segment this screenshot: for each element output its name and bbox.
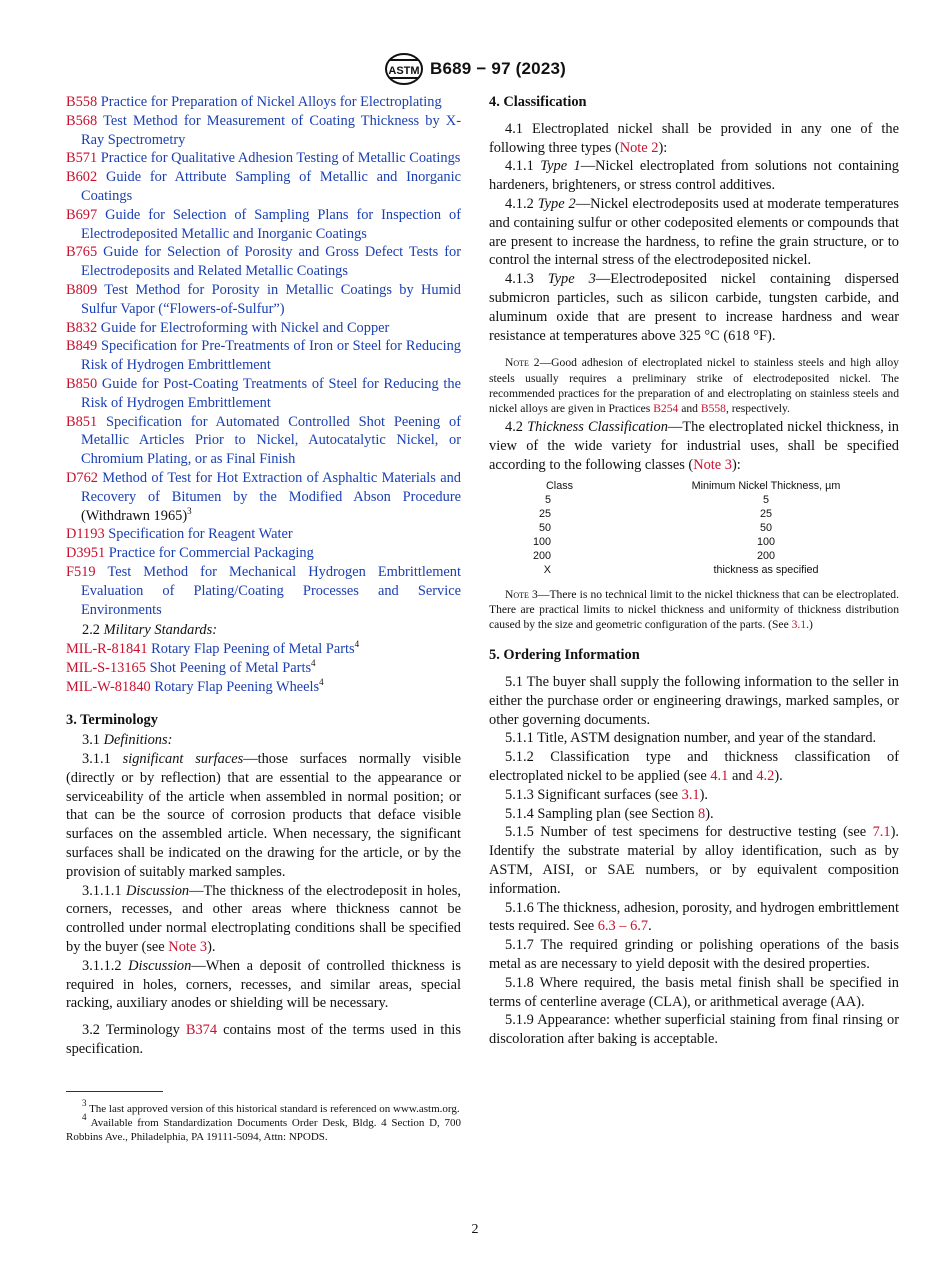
section-6-3-6-7-link[interactable]: 6.3 – 6.7 bbox=[597, 918, 649, 935]
military-reference-list bbox=[66, 640, 461, 696]
reference-item bbox=[66, 469, 461, 525]
reference-code-link[interactable]: B850 bbox=[66, 375, 98, 392]
reference-item bbox=[66, 112, 461, 150]
reference-item bbox=[66, 375, 461, 413]
reference-item bbox=[66, 243, 461, 281]
note-3-link[interactable]: Note 3 bbox=[693, 456, 732, 473]
thickness-cell: 5 bbox=[762, 493, 769, 506]
reference-item bbox=[66, 337, 461, 375]
column-header-class: Class bbox=[546, 479, 573, 492]
reference-code-link[interactable]: B558 bbox=[66, 94, 98, 110]
para-5-1-1: 5.1.1 Title, ASTM designation number, and year of the standard. bbox=[505, 730, 877, 747]
reference-code-link[interactable]: D1193 bbox=[66, 526, 105, 543]
reference-title-link[interactable]: Specification for Pre-Treatments of Iron or Steel for Reducing Risk of Hydrogen Embrittlement bbox=[81, 338, 461, 374]
footnote-4: $^4$ Available from Standardization Documents Order Desk, Bldg. 4 Section D, 700 Robbins Ave., Philadelphia, PA 19111-5094, Attn: NPODS. bbox=[66, 1111, 461, 1143]
note-2: Note 2—Good adhesion of electroplated nickel to stainless steels and high alloy steels usually requires a preliminary strike of electrodeposited nickel. The recommended practices for the preparation of and electroplating on stainless steels and nickel alloys are given in Practices B254 and B558, respectively. bbox=[489, 356, 899, 415]
reference-code-link[interactable]: B602 bbox=[66, 169, 98, 186]
para-5-1-5: 5.1.5 Number of test specimens for destructive testing (see 7.1). Identify the substrate material by alloy identification, such as by ASTM, AISI, or SAE numbers, or by equivalent composition information. bbox=[489, 824, 899, 897]
footnote-3: $^3$ The last approved version of this historical standard is referenced on www.astm.org. bbox=[82, 1097, 460, 1115]
para-3-1-1: 3.1.1 significant surfaces—those surfaces normally visible (directly or by reflection) that are essential to the appearance or serviceability of the article when assembled in normal position; or that can be the source of corrosion products that deface visible surfaces on the assembled article. When necessary, the significant surfaces shall be indicated on the drawing for the article, or by the provision of suitably marked samples. bbox=[66, 751, 461, 880]
military-reference-item bbox=[66, 640, 461, 659]
reference-item bbox=[66, 413, 461, 469]
reference-code-link[interactable]: D3951 bbox=[66, 545, 106, 562]
reference-title-link[interactable]: Guide for Electroforming with Nickel and Copper bbox=[100, 319, 390, 336]
table-row bbox=[521, 521, 871, 535]
reference-title-link[interactable]: Rotary Flap Peening Wheels bbox=[154, 678, 320, 695]
table-row bbox=[521, 549, 871, 563]
footnote-mark: 4 bbox=[354, 639, 360, 650]
thickness-cell: 100 bbox=[756, 535, 775, 548]
reference-code-link[interactable]: D762 bbox=[66, 469, 98, 486]
reference-title-link[interactable]: Practice for Qualitative Adhesion Testing of Metallic Coatings bbox=[100, 150, 461, 167]
reference-title-link[interactable]: Guide for Attribute Sampling of Metallic and Inorganic Coatings bbox=[81, 169, 461, 204]
para-5-1-8: 5.1.8 Where required, the basis metal finish shall be specified in terms of centerline average (CLA), or arithmetical average (AA). bbox=[489, 974, 899, 1010]
thickness-cell: 50 bbox=[759, 521, 772, 534]
reference-code-link[interactable]: MIL-S-13165 bbox=[66, 659, 146, 676]
para-3-1: 3.1 Definitions: bbox=[82, 732, 173, 749]
reference-item bbox=[66, 168, 461, 206]
b374-link[interactable]: B374 bbox=[185, 1022, 218, 1039]
class-cell: 200 bbox=[532, 549, 551, 562]
section-7-1-link[interactable]: 7.1 bbox=[872, 824, 891, 841]
para-5-1-4: 5.1.4 Sampling plan (see Section 8). bbox=[505, 805, 714, 822]
astm-logo-icon bbox=[384, 52, 424, 86]
table-row bbox=[521, 563, 871, 577]
class-cell: 100 bbox=[532, 535, 551, 548]
reference-title-link[interactable]: Specification for Reagent Water bbox=[108, 526, 293, 543]
document-designation: B689 − 97 (2023) bbox=[430, 59, 566, 78]
para-5-1-6: 5.1.6 The thickness, adhesion, porosity, and hydrogen embrittlement tests required. See 6.3 – 6.7. bbox=[489, 899, 899, 935]
para-4-1-1: 4.1.1 Type 1—Nickel electroplated from solutions not containing hardeners, brighteners, or stress control additives. bbox=[489, 158, 899, 194]
thickness-class-table bbox=[521, 479, 871, 577]
section-3-1-link[interactable]: 3.1 bbox=[681, 786, 700, 803]
reference-title-link[interactable]: Test Method for Mechanical Hydrogen Embrittlement Evaluation of Plating/Coating Processes and Service Environments bbox=[81, 563, 461, 618]
reference-code-link[interactable]: B832 bbox=[66, 319, 98, 336]
section-5-heading: 5. Ordering Information bbox=[489, 647, 640, 664]
b558-link[interactable]: B558 bbox=[700, 401, 726, 415]
reference-item bbox=[66, 93, 461, 112]
reference-code-link[interactable]: B765 bbox=[66, 244, 98, 261]
thickness-cell: 200 bbox=[756, 549, 775, 562]
reference-title-link[interactable]: Practice for Preparation of Nickel Alloys for Electroplating bbox=[100, 94, 442, 110]
reference-list bbox=[66, 93, 461, 619]
reference-code-link[interactable]: B849 bbox=[66, 338, 98, 355]
table-header-row bbox=[521, 479, 871, 493]
reference-title-link[interactable]: Method of Test for Hot Extraction of Asphaltic Materials and Recovery of Bitumen by the Modified Abson Procedure bbox=[81, 469, 461, 505]
footnote-mark: 3 bbox=[187, 505, 192, 516]
reference-item bbox=[66, 563, 461, 619]
reference-item bbox=[66, 206, 461, 244]
section-3-heading: 3. Terminology bbox=[66, 711, 158, 728]
table-row bbox=[521, 493, 871, 507]
military-reference-item bbox=[66, 678, 461, 697]
reference-code-link[interactable]: B568 bbox=[66, 112, 98, 129]
military-standards-heading: 2.2 Military Standards: bbox=[82, 622, 217, 639]
para-5-1-7: 5.1.7 The required grinding or polishing operations of the basis metal as are necessary to yield deposit with the desired properties. bbox=[489, 937, 899, 972]
reference-title-link[interactable]: Guide for Selection of Porosity and Gross Defect Tests for Electrodeposits and Related Metallic Coatings bbox=[81, 244, 461, 280]
note-3: Note 3—There is no technical limit to the nickel thickness that can be electroplated. There are practical limits to nickel thickness and uniformity of thickness distribution caused by the size and geometric configuration of the parts. (See 3.1.) bbox=[489, 587, 899, 631]
para-3-1-1-2: 3.1.1.2 Discussion—When a deposit of controlled thickness is required in holes, corners, recesses, and similar areas, special racking, auxiliary anodes or shielding will be necessary. bbox=[66, 957, 461, 1012]
section-4-heading: 4. Classification bbox=[489, 94, 587, 110]
para-4-2: 4.2 Thickness Classification—The electroplated nickel thickness, in view of the wide variety for industrial uses, shall be specified according to the following classes (Note 3): bbox=[489, 419, 899, 473]
section-3-1-link[interactable]: 3.1 bbox=[791, 617, 807, 631]
reference-title-link[interactable]: Guide for Selection of Sampling Plans for Inspection of Electrodeposited Metallic and Inorganic Coatings bbox=[81, 206, 461, 242]
para-3-1-1-1: 3.1.1.1 Discussion—The thickness of the electrodeposit in holes, corners, recesses, and other areas where thickness cannot be controlled under normal electroplating conditions shall be specified by the buyer (see Note 3). bbox=[66, 882, 461, 956]
reference-code-link[interactable]: F519 bbox=[66, 563, 96, 580]
section-4-2-link[interactable]: 4.2 bbox=[756, 767, 775, 784]
section-8-link[interactable]: 8 bbox=[698, 805, 706, 822]
note-3-link[interactable]: Note 3 bbox=[168, 939, 208, 956]
reference-title-link[interactable]: Rotary Flap Peening of Metal Parts bbox=[151, 641, 355, 658]
reference-title-link[interactable]: Test Method for Porosity in Metallic Coatings by Humid Sulfur Vapor (“Flowers-of-Sulfur”) bbox=[81, 281, 461, 317]
military-reference-item bbox=[66, 659, 461, 678]
reference-code-link[interactable]: B697 bbox=[66, 206, 98, 223]
b254-link[interactable]: B254 bbox=[653, 401, 679, 415]
thickness-cell: 25 bbox=[759, 507, 772, 520]
reference-item bbox=[66, 525, 461, 544]
reference-item bbox=[66, 544, 461, 563]
reference-suffix: (Withdrawn 1965) bbox=[81, 507, 188, 524]
reference-title-link[interactable]: Test Method for Measurement of Coating Thickness by X-Ray Spectrometry bbox=[81, 112, 461, 148]
note-2-link[interactable]: Note 2 bbox=[619, 139, 659, 156]
table-row bbox=[521, 507, 871, 521]
table-row bbox=[521, 535, 871, 549]
para-5-1-9: 5.1.9 Appearance: whether superficial staining from final rinsing or discoloration after baking is acceptable. bbox=[489, 1012, 899, 1048]
para-5-1: 5.1 The buyer shall supply the following information to the seller in either the purchase order or engineering drawings, marked samples, or other governing documents. bbox=[489, 673, 899, 728]
right-column bbox=[489, 93, 899, 1049]
reference-title-link[interactable]: Shot Peening of Metal Parts bbox=[149, 659, 312, 676]
para-5-1-3: 5.1.3 Significant surfaces (see 3.1). bbox=[505, 786, 709, 803]
class-cell: 25 bbox=[538, 507, 551, 520]
reference-code-link[interactable]: MIL-W-81840 bbox=[66, 678, 151, 695]
page-header bbox=[0, 52, 950, 86]
footnote-mark: 4 bbox=[311, 657, 316, 668]
reference-item bbox=[66, 149, 461, 168]
svg-text:ASTM: ASTM bbox=[388, 65, 420, 77]
para-3-2: 3.2 Terminology B374 contains most of the terms used in this specification. bbox=[66, 1022, 461, 1058]
para-4-1-2: 4.1.2 Type 2—Nickel electrodeposits used at moderate temperatures and containing sulfur or other codeposited elements or compounds that are present to increase the hardness, to refine the grain structure, or to control the internal stress of the electrodeposited nickel. bbox=[489, 195, 899, 269]
section-4-1-link[interactable]: 4.1 bbox=[710, 767, 729, 784]
reference-code-link[interactable]: MIL-R-81841 bbox=[66, 641, 148, 658]
class-cell: X bbox=[543, 563, 551, 576]
reference-title-link[interactable]: Guide for Post-Coating Treatments of Steel for Reducing the Risk of Hydrogen Embrittlement bbox=[81, 375, 461, 411]
class-cell: 5 bbox=[544, 493, 551, 506]
reference-code-link[interactable]: B571 bbox=[66, 150, 98, 167]
class-cell: 50 bbox=[538, 521, 551, 534]
reference-code-link[interactable]: B809 bbox=[66, 281, 98, 298]
reference-title-link[interactable]: Practice for Commercial Packaging bbox=[108, 545, 314, 562]
reference-item bbox=[66, 319, 461, 338]
reference-title-link[interactable]: Specification for Automated Controlled Shot Peening of Metallic Articles Prior to Nickel, Autocatalytic Nickel, or Chromium Plating, or as Final Finish bbox=[81, 413, 461, 468]
reference-item bbox=[66, 281, 461, 319]
para-4-1: 4.1 Electroplated nickel shall be provided in any one of the following three types (Note 2): bbox=[489, 120, 899, 156]
left-column bbox=[66, 93, 461, 1144]
para-5-1-2: 5.1.2 Classification type and thickness classification of electroplated nickel to be applied (see 4.1 and 4.2). bbox=[489, 749, 899, 784]
para-4-1-3: 4.1.3 Type 3—Electrodeposited nickel containing dispersed submicron particles, such as silicon carbide, tungsten carbide, and aluminum oxide that are present to increase hardness and wear resistance at temperatures above 325 °C (618 °F). bbox=[489, 271, 899, 344]
column-header-thickness: Minimum Nickel Thickness, µm bbox=[691, 479, 841, 492]
footnote-mark: 4 bbox=[319, 676, 324, 687]
page-number: 2 bbox=[471, 1222, 479, 1237]
thickness-cell: thickness as specified bbox=[713, 563, 819, 576]
reference-code-link[interactable]: B851 bbox=[66, 413, 98, 430]
